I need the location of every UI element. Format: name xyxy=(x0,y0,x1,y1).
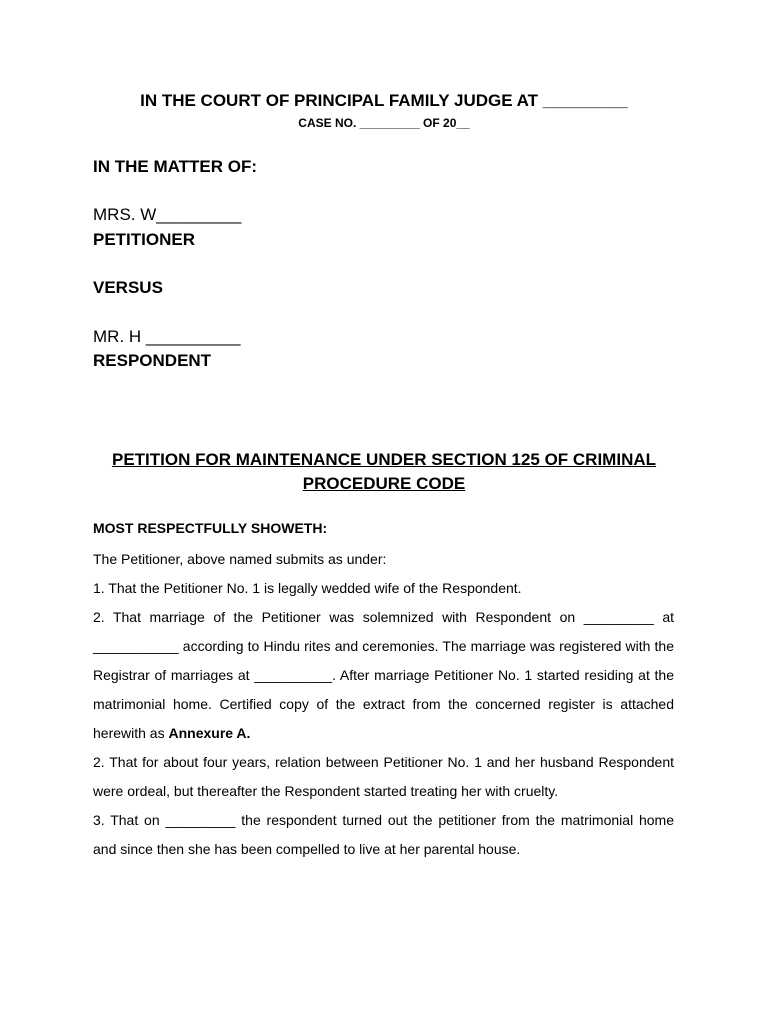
paragraph-1: 1. That the Petitioner No. 1 is legally wedded wife of the Respondent. xyxy=(93,580,522,596)
case-number: CASE NO. _________ OF 20__ xyxy=(298,116,470,130)
petitioner-label: PETITIONER xyxy=(93,230,196,249)
petition-title: PETITION FOR MAINTENANCE UNDER SECTION 125 OF CRIMINAL PROCEDURE CODE xyxy=(111,450,657,493)
versus-label: VERSUS xyxy=(93,278,163,297)
petition-body xyxy=(93,516,674,864)
intro-paragraph: The Petitioner, above named submits as under: xyxy=(93,551,387,567)
court-title: IN THE COURT OF PRINCIPAL FAMILY JUDGE AT _________ xyxy=(140,91,628,110)
respondent-label: RESPONDENT xyxy=(93,351,212,370)
respondent-name: MR. H __________ xyxy=(93,327,241,346)
paragraph-4: 3. That on _________ the respondent turned out the petitioner from the matrimonial home and since then she has been compelled to live at her parental house. xyxy=(93,812,674,857)
petitioner-name: MRS. W_________ xyxy=(93,205,242,224)
paragraph-3: 2. That for about four years, relation between Petitioner No. 1 and her husband Respondent were ordeal, but thereafter the Respondent started treating her with cruelty. xyxy=(93,754,674,799)
paragraph-2-text: 2. That marriage of the Petitioner was solemnized with Respondent on _________ at ___________ according to Hindu rites and ceremonies. The marriage was registered with the Registrar of marriages at __________. After marriage Petitioner No. 1 started residing at the matrimonial home. Certified copy of the extract from the concerned register is attached herewith as xyxy=(93,609,674,741)
annexure-reference: Annexure A. xyxy=(168,725,251,741)
matter-heading: IN THE MATTER OF: xyxy=(93,157,257,176)
paragraph-2 xyxy=(93,603,674,748)
showeth-heading: MOST RESPECTFULLY SHOWETH: xyxy=(93,520,328,536)
